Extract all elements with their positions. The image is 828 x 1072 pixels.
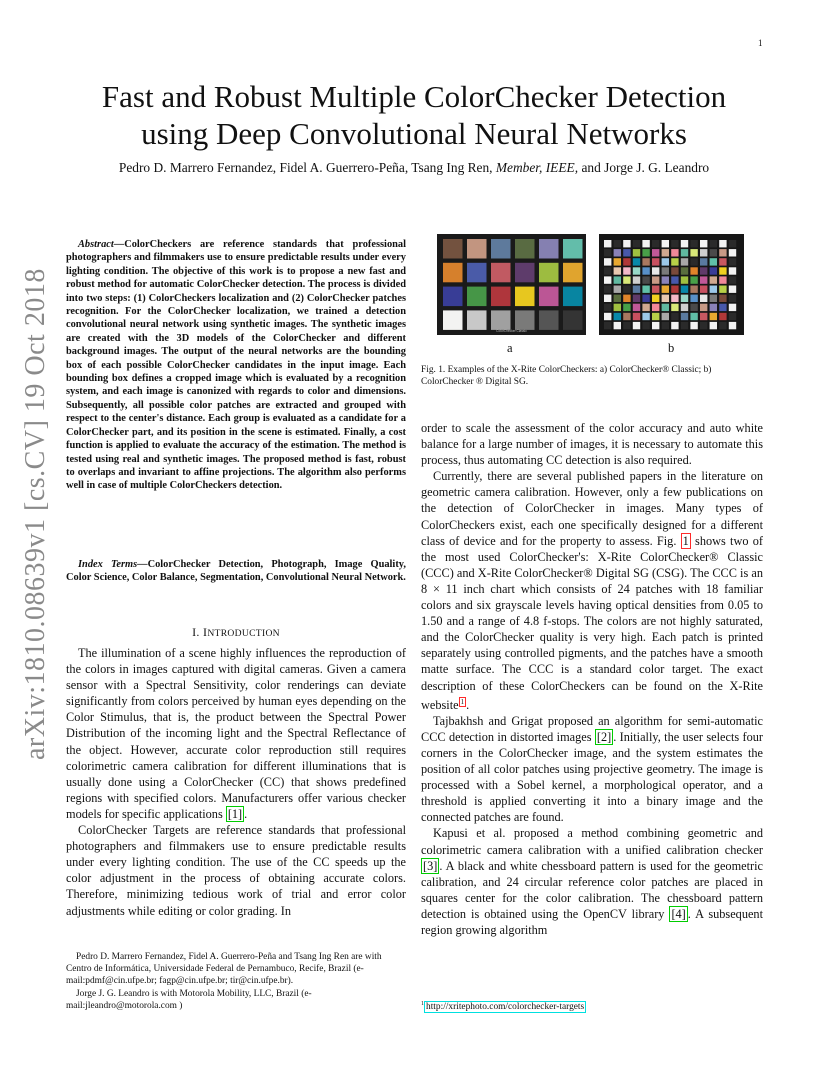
classic-patch [515,287,535,307]
classic-patch [539,287,559,307]
classic-patch [467,263,487,283]
sg-patch [671,240,678,247]
authors-member: Member, IEEE, [495,160,579,175]
classic-patch [491,239,511,259]
sg-patch [652,286,659,293]
abstract-label: Abstract [78,239,114,250]
sg-patch [700,322,707,329]
sg-patch [623,322,630,329]
sg-patch [614,304,621,311]
sg-patch [729,240,736,247]
footnote-reference-1[interactable]: 1 [460,697,465,706]
sg-patch [642,313,649,320]
sg-patch [662,258,669,265]
sg-patch [633,322,640,329]
classic-patch [467,310,487,330]
sg-patch [671,313,678,320]
intro-left-column [66,645,406,919]
intro-p1-text: The illumination of a scene highly influences the reproduction of the colors in images captured with digital cameras. Given a camera sensor with a Spectral Sensitivity, color renderings can deviate significantly from colors perceived by human eyes depending on the Color Stimulus, that is, the product between the Spectral Power Distribution of the incoming light and the Spectral Reflectance of the object. However, accurate color reproduction still requires colorimetric camera calibration for different illuminations that is usually done using a ColorChecker (CC) that shows predefined regions with specified colors. Manufacturers offer various checker models for specific applications [66,646,406,821]
sg-patch [623,240,630,247]
sg-patch [623,276,630,283]
sg-patch [671,249,678,256]
paper-title [60,78,768,152]
right-paragraph-3 [421,713,763,826]
classic-brand-text: ColorChecker Classic [496,329,527,333]
right-p3-text-a: Tajbakhsh and Grigat proposed an algorithm for semi-automatic CCC detection in distorted images [421,713,763,744]
sg-patch [729,249,736,256]
colorchecker-classic-image [437,234,586,335]
sg-patch [681,295,688,302]
sg-patch [662,304,669,311]
sg-patch [623,304,630,311]
sg-patch [710,276,717,283]
classic-patch [539,263,559,283]
index-terms [66,558,406,585]
figure-1-reference[interactable]: 1 [682,533,689,548]
sg-patch [710,267,717,274]
abstract [66,238,406,493]
classic-patch [563,287,583,307]
citation-1[interactable]: [1] [227,806,243,821]
sg-patch [642,276,649,283]
right-p2-text-b: shows two of the most used ColorChecker's: X-Rite ColorChecker® Classic (CCC) and X-Rite ColorChecker® Digital SG (CSG). The CCC is an 8 × 11 inch chart which consists of 24 patches with 18 familiar colors and six grayscale levels having optical densities from 0.05 to 1.50 and a range of 4.8 f-stops. The colors are not highly saturated, and the ColorChecker quality is very high. Each patch is printed separately using controlled pigments, and the patches have a smooth matte surface. The CCC is a standard color target. The exact description of these ColorCheckers can be found on the X-Rite website [421,533,763,712]
sg-patch [700,267,707,274]
figure-a-colorchecker-classic [437,234,586,340]
figure-caption: Fig. 1. Examples of the X-Rite ColorCheckers: a) ColorChecker® Classic; b) ColorChecker ® Digital SG. [421,365,712,388]
sg-patch [604,313,611,320]
sg-patch [662,276,669,283]
sg-patch [719,313,726,320]
sg-patch [729,276,736,283]
sg-patch [633,286,640,293]
sg-patch [633,240,640,247]
index-terms-text: —ColorChecker Detection, Photograph, Image Quality, Color Science, Color Balance, Segmentation, Convolutional Neural Network. [66,559,406,584]
sg-patch [710,295,717,302]
classic-patch [563,310,583,330]
sg-patch [604,258,611,265]
right-p2-text-a: Currently, there are several published papers in the literature on geometric camera calibration. However, only a few publications on the detection of ColorChecker in images. Many types of ColorCheckers exist, each one specifically designed for a different class of device and for the property to assess. Fig. [421,469,763,548]
sg-patch [700,240,707,247]
sg-patch [729,258,736,265]
classic-patch [467,287,487,307]
classic-patch [443,239,463,259]
sg-patch [652,249,659,256]
sg-patch [623,286,630,293]
sg-patch [710,240,717,247]
classic-patch [443,310,463,330]
classic-patch [563,239,583,259]
sg-patch [662,249,669,256]
sg-patch [604,286,611,293]
sg-patch [671,267,678,274]
colorchecker-digital-sg-image [599,234,744,335]
sg-patch [690,258,697,265]
sg-patch [642,240,649,247]
sg-patch [671,295,678,302]
footnote-affiliation: Pedro D. Marrero Fernandez, Fidel A. Guerrero-Peña and Tsang Ing Ren are with Centro de Informática, Universidade Federal de Pernambuco, Recife, Brazil (e-mail:pdmf@cin.ufpe.br; fagp@cin.ufpe.br; tir@cin.ufpe.br). [66,952,382,987]
sg-patch [614,313,621,320]
sg-patch [700,276,707,283]
classic-patch [539,239,559,259]
authors-part-a: Pedro D. Marrero Fernandez, Fidel A. Guerrero-Peña, Tsang Ing Ren, [118,160,493,175]
sg-patch [719,258,726,265]
right-paragraph-2: Currently, there are several published papers in the literature on geometric camera calibration. However, only a few publications on the detection of ColorChecker in images. Many types of ColorCheckers exist, each one specifically designed for a different class of device and for the property to assess. Fig. 1 shows two of the most used ColorChecker's: X-Rite ColorChecker® Classic (CCC) and X-Rite ColorChecker® Digital SG (CSG). The CCC is an 8 × 11 inch chart which consists of 24 patches with 18 familiar colors and six grayscale levels having optical densities from 0.05 to 1.50 and a range of 4.8 f-stops. The colors are not highly saturated, and the ColorChecker quality is very high. Each patch is printed separately using controlled pigments, and the patches have a smooth matte surface. The CCC is a standard color target. The exact description of these ColorCheckers can be found on the X-Rite website $^1$ . [421,469,763,712]
sg-patch [642,286,649,293]
classic-patch [467,239,487,259]
sg-patch [614,286,621,293]
sg-patch [604,322,611,329]
classic-patch [491,263,511,283]
sg-patch [604,249,611,256]
sg-patch [614,276,621,283]
sg-patch [729,286,736,293]
sg-patch [681,322,688,329]
right-p4-text-a: Kapusi et al. proposed a method combining geometric and colorimetric camera calibration with a unified calibration checker [421,826,763,857]
citation-2[interactable]: [2] [596,729,612,744]
sg-patch [700,286,707,293]
sg-patch [681,304,688,311]
sg-patch [710,313,717,320]
sg-patch [710,258,717,265]
right-column [421,420,763,938]
sg-patch [690,322,697,329]
right-paragraph-4 [421,825,763,938]
classic-patch [515,239,535,259]
section-rest: NTRODUCTION [207,628,280,639]
sg-patch [700,258,707,265]
title-line-2: using Deep Convolutional Neural Networks [141,116,687,151]
sg-patch [710,286,717,293]
sg-patch [729,322,736,329]
sg-patch [604,267,611,274]
footnote-leandro: Jorge J. G. Leandro is with Motorola Mobility, LLC, Brazil (e-mail:jleandro@motorola.com ) [66,988,312,1011]
section-first-letter: I [203,625,208,639]
sg-patch [604,240,611,247]
right-p4-text-b: . A black and white chessboard pattern is used for the geometric calibration, and 24 circular reference color patches are placed in squares center for the color calibration. The chessboard pattern detection is obtained using the OpenCV library [421,858,763,921]
sg-patch [719,304,726,311]
sg-patch [614,258,621,265]
classic-patch [443,287,463,307]
sg-patch [642,322,649,329]
sg-patch [681,240,688,247]
sg-patch [662,267,669,274]
sg-patch [690,286,697,293]
sg-patch [642,249,649,256]
index-terms-label: Index Terms [78,559,138,570]
sg-patch [729,267,736,274]
intro-paragraph-2: ColorChecker Targets are reference standards that professional photographers and filmmakers use to ensure predictable results under every lighting condition. The use of the CC speeds up the color adjustment in the process of obtaining accurate colors. Therefore, minimizing tedious work of trial and error color adjustments while editing or color grading. In [66,823,406,918]
sg-patch [662,295,669,302]
sg-patch [623,295,630,302]
sg-patch [662,313,669,320]
sg-patch [690,295,697,302]
website-footnote-number: 1 [421,1001,424,1007]
figure-b-colorchecker-digital-sg [599,234,744,340]
sg-patch [633,295,640,302]
sg-patch [690,240,697,247]
citation-4[interactable]: [4] [671,906,686,921]
classic-patch [491,310,511,330]
sg-patch [700,313,707,320]
sg-patch [671,322,678,329]
sg-patch [719,249,726,256]
sg-patch [700,304,707,311]
sg-patch [604,295,611,302]
sg-patch [690,276,697,283]
sg-patch [623,267,630,274]
colorchecker-targets-link[interactable]: http://xritephoto.com/colorchecker-targets [426,1002,585,1013]
sg-patch [652,267,659,274]
classic-patch [539,310,559,330]
sg-patch [719,322,726,329]
sg-patch [681,286,688,293]
sg-patch [710,322,717,329]
sg-patch [614,249,621,256]
arxiv-stamp: arXiv:1810.08639v1 [cs.CV] 19 Oct 2018 [20,268,51,760]
sg-patch [642,267,649,274]
author-list [60,160,768,176]
right-p4-text-c: . A subsequent region growing algorithm [421,906,763,937]
sg-patch [614,322,621,329]
classic-patch [563,263,583,283]
sg-patch [633,267,640,274]
website-footnote [421,1001,586,1012]
sg-patch [623,313,630,320]
sg-patch [690,249,697,256]
sg-patch [652,240,659,247]
sg-patch [633,276,640,283]
sg-patch [614,295,621,302]
sg-patch [681,249,688,256]
sg-patch [652,258,659,265]
classic-patch [515,263,535,283]
sg-patch [614,267,621,274]
sg-patch [700,295,707,302]
sg-patch [729,304,736,311]
sg-patch [642,304,649,311]
sg-patch [614,240,621,247]
abstract-text: —ColorCheckers are reference standards that professional photographers and filmmakers use to ensure predictable results under every lighting condition. The objective of this work is to propose a new fast and robust method for automatic ColorChecker detection. The process is divided into two steps: (1) ColorCheckers localization and (2) ColorChecker patches recognition. For the ColorChecker localization, we trained a detection convolutional neural network using synthetic images. The synthetic images are created with the 3D models of the ColorChecker and different background images. The output of the neural networks are the bounding box of each possible ColorChecker candidates in the input image. Each bounding box defines a cropped image which is evaluated by a recognition system, and each image is canonized with regards to color and dimensions. Subsequently, all possible color patches are extracted and grouped with respect to the center's distance. Each group is evaluated as a candidate for a ColorChecker part, and its position in the scene is estimated. Finally, a cost function is applied to evaluate the accuracy of the estimation. The method is tested using real and synthetic images. The proposed method is fast, robust to overlaps and invariant to affine projections. The algorithm also performs well in case of multiple ColorCheckers detection. [66,239,406,492]
intro-paragraph-1: The illumination of a scene highly influences the reproduction of the colors in images captured with digital cameras. Given a camera sensor with a Spectral Sensitivity, color renderings can deviate significantly from colors perceived by human eyes depending on the Color Stimulus, that is, the product between the Spectral Power Distribution of the incoming light and the Spectral Reflectance of the object. However, accurate color reproduction still requires colorimetric camera calibration for different illuminations that is usually done using a ColorChecker (CC) that shows predefined regions with specified colors. Manufacturers offer various checker models for specific applications [1] . [66,646,406,821]
sg-patch [681,258,688,265]
sg-patch [662,286,669,293]
sg-patch [633,249,640,256]
sg-patch [633,258,640,265]
sg-patch [719,267,726,274]
sg-patch [604,304,611,311]
sg-patch [700,249,707,256]
figure-label-a: a [507,341,513,355]
sg-patch [729,313,736,320]
sg-patch [681,276,688,283]
sg-patch [633,304,640,311]
sg-patch [690,304,697,311]
sg-patch [633,313,640,320]
sg-patch [662,322,669,329]
sg-patch [652,295,659,302]
classic-patch [491,287,511,307]
sg-patch [690,313,697,320]
sg-patch [642,295,649,302]
right-paragraph-1: order to scale the assessment of the color accuracy and auto white balance for a large number of images, it is necessary to automate this process, thus automating CC detection is also required. [421,421,763,468]
section-number: I. [192,625,200,639]
sg-patch [710,304,717,311]
classic-patch [515,310,535,330]
authors-part-b: and Jorge J. G. Leandro [581,160,710,175]
figure-label-b: b [668,341,675,355]
sg-patch [681,313,688,320]
sg-patch [652,276,659,283]
sg-patch [710,249,717,256]
sg-patch [719,286,726,293]
sg-patch [623,249,630,256]
sg-patch [652,322,659,329]
sg-patch [671,304,678,311]
sg-patch [642,258,649,265]
sg-patch [681,267,688,274]
sg-patch [671,258,678,265]
sg-patch [671,286,678,293]
sg-patch [690,267,697,274]
sg-patch [652,313,659,320]
sg-patch [719,295,726,302]
right-p3-text-b: . Initially, the user selects four corners in the ColorChecker image, and the system estimates the position of all color patches using projective geometry. The image is processed with a Sobel kernel, a morphological operator, and a threshold is applied converting it into a binary image and the connected patches are found. [421,729,763,825]
title-line-1: Fast and Robust Multiple ColorChecker Detection [101,79,727,114]
page-number: 1 [758,38,763,48]
sg-patch [719,240,726,247]
sg-patch [662,240,669,247]
sg-patch [604,276,611,283]
sg-patch [623,258,630,265]
section-heading [66,625,406,640]
citation-3[interactable]: [3] [423,858,438,873]
sg-patch [671,276,678,283]
sg-patch [729,295,736,302]
sg-patch [719,276,726,283]
author-footnote [66,951,406,1012]
sg-patch [652,304,659,311]
classic-patch [443,263,463,283]
